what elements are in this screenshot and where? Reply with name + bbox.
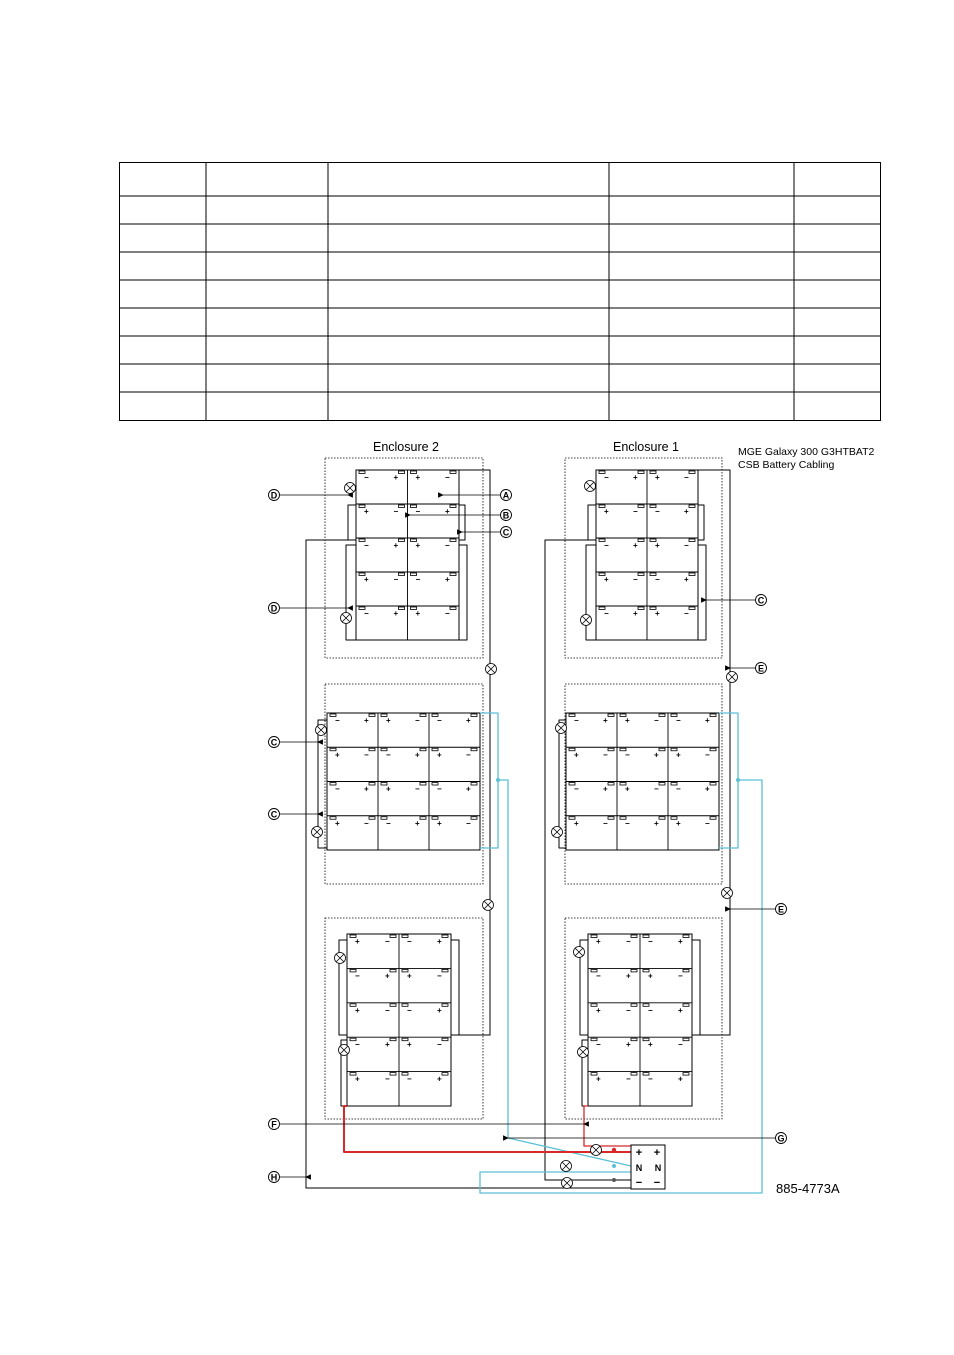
jumper-cable xyxy=(348,505,356,540)
circuit-breaker-symbol xyxy=(727,672,738,683)
callout-letter: E xyxy=(757,663,765,674)
jumper-cable xyxy=(451,940,459,1035)
battery-polarity-sign: + xyxy=(684,507,689,516)
red-positive-cable xyxy=(584,1106,631,1146)
battery-polarity-sign: + xyxy=(655,609,660,618)
battery-polarity-sign: − xyxy=(676,784,681,794)
callout-letter: C xyxy=(502,527,510,538)
battery-polarity-sign: − xyxy=(648,1074,653,1084)
cyan-cable-junction xyxy=(736,778,740,782)
battery-polarity-sign: − xyxy=(386,818,391,828)
battery-polarity-sign: + xyxy=(386,716,391,725)
battery-polarity-sign: − xyxy=(655,507,660,516)
battery-terminal xyxy=(659,748,665,751)
callout-e xyxy=(730,663,767,674)
callout-letter: G xyxy=(777,1133,785,1144)
callout-h xyxy=(269,1172,307,1183)
callout-c xyxy=(269,737,319,748)
diagram-caption-line-1: MGE Galaxy 300 G3HTBAT2 xyxy=(738,446,875,458)
breaker-plus-right: + xyxy=(653,1147,661,1159)
battery-polarity-sign: − xyxy=(364,609,369,618)
battery-polarity-sign: − xyxy=(364,750,369,760)
battery-polarity-sign: − xyxy=(437,716,442,725)
battery-polarity-sign: + xyxy=(633,473,638,482)
battery-polarity-sign: − xyxy=(654,716,659,725)
battery-polarity-sign: − xyxy=(335,716,340,725)
battery-terminal xyxy=(450,539,456,542)
battery-terminal xyxy=(442,969,448,972)
battery-polarity-sign: + xyxy=(648,971,653,981)
battery-polarity-sign: − xyxy=(364,541,369,550)
battery-polarity-sign: − xyxy=(386,750,391,760)
battery-polarity-sign: − xyxy=(385,1005,390,1015)
battery-polarity-sign: + xyxy=(393,609,399,618)
battery-polarity-sign: + xyxy=(678,937,683,946)
battery-polarity-sign: + xyxy=(415,609,421,618)
battery-polarity-sign: + xyxy=(466,716,471,725)
battery-polarity-sign: − xyxy=(437,784,442,794)
battery-polarity-sign: − xyxy=(676,716,681,725)
battery-terminal xyxy=(710,714,716,717)
battery-terminal xyxy=(683,1038,689,1041)
battery-terminal xyxy=(399,607,405,610)
battery-terminal xyxy=(390,1038,396,1041)
battery-terminal xyxy=(390,969,396,972)
battery-polarity-sign: − xyxy=(415,784,420,794)
battery-polarity-sign: − xyxy=(415,716,420,725)
red-positive-cable xyxy=(344,1106,631,1152)
battery-bank-enc1-bottom xyxy=(588,934,692,1106)
battery-terminal xyxy=(631,1004,637,1007)
battery-terminal xyxy=(442,1038,448,1041)
battery-polarity-sign: − xyxy=(648,1005,653,1015)
callout-letter: C xyxy=(270,737,278,748)
battery-polarity-sign: − xyxy=(437,971,442,981)
battery-terminal xyxy=(659,817,665,820)
battery-polarity-sign: + xyxy=(437,750,442,760)
battery-polarity-sign: − xyxy=(407,1005,412,1015)
jumper-cable xyxy=(692,940,700,1035)
battery-terminal xyxy=(471,817,477,820)
callout-letter: A xyxy=(502,490,510,501)
battery-terminal xyxy=(689,505,695,508)
callout-d xyxy=(269,490,349,501)
battery-terminal xyxy=(689,607,695,610)
battery-terminal xyxy=(442,935,448,938)
battery-polarity-sign: + xyxy=(364,784,369,794)
callout-f xyxy=(269,1119,585,1130)
battery-terminal xyxy=(710,748,716,751)
enclosures-layer xyxy=(325,458,722,1119)
battery-polarity-sign: + xyxy=(596,937,601,946)
battery-terminal xyxy=(689,471,695,474)
battery-terminal xyxy=(638,607,644,610)
battery-polarity-sign: + xyxy=(437,937,442,946)
battery-polarity-sign: − xyxy=(633,507,638,516)
battery-terminal xyxy=(450,573,456,576)
battery-terminal xyxy=(710,817,716,820)
circuit-breaker-symbol xyxy=(486,664,497,675)
battery-polarity-sign: − xyxy=(654,784,659,794)
callout-e xyxy=(730,904,787,915)
battery-polarity-sign: + xyxy=(676,750,681,760)
battery-polarity-sign: + xyxy=(625,716,630,725)
battery-polarity-sign: + xyxy=(437,1005,442,1015)
circuit-breaker-symbol xyxy=(578,1047,589,1058)
battery-polarity-sign: + xyxy=(364,716,369,725)
battery-terminal xyxy=(450,607,456,610)
battery-polarity-sign: − xyxy=(385,1074,390,1084)
battery-polarity-sign: + xyxy=(393,473,399,482)
battery-terminal xyxy=(659,783,665,786)
battery-polarity-sign: − xyxy=(604,609,609,618)
battery-terminal xyxy=(683,969,689,972)
battery-polarity-sign: − xyxy=(626,1005,631,1015)
battery-polarity-sign: − xyxy=(684,473,689,482)
battery-polarity-sign: + xyxy=(407,1040,412,1050)
dc-breaker-block xyxy=(631,1145,665,1189)
breaker-n-right: N xyxy=(654,1163,662,1173)
battery-terminal xyxy=(683,1004,689,1007)
battery-terminal xyxy=(631,969,637,972)
battery-terminal xyxy=(442,1004,448,1007)
circuit-breaker-symbol xyxy=(339,1045,350,1056)
battery-polarity-sign: − xyxy=(445,473,450,482)
battery-polarity-sign: − xyxy=(574,716,579,725)
spec-table xyxy=(119,162,881,421)
battery-polarity-sign: + xyxy=(574,818,579,828)
callout-letter: E xyxy=(777,904,785,915)
callout-letter: D xyxy=(270,603,278,614)
battery-polarity-sign: − xyxy=(437,1040,442,1050)
circuit-breaker-symbol xyxy=(561,1161,572,1172)
battery-polarity-sign: + xyxy=(355,1005,360,1015)
battery-terminal xyxy=(608,817,614,820)
circuit-breaker-symbol xyxy=(552,827,563,838)
circuit-breaker-symbol xyxy=(722,888,733,899)
callout-g xyxy=(508,1133,787,1144)
battery-terminal xyxy=(608,748,614,751)
battery-polarity-sign: + xyxy=(335,750,340,760)
battery-terminal xyxy=(638,471,644,474)
battery-terminal xyxy=(420,748,426,751)
jumper-cable xyxy=(459,545,467,640)
battery-polarity-sign: − xyxy=(633,575,638,584)
callout-c xyxy=(462,527,512,538)
circuit-breaker-symbol xyxy=(574,947,585,958)
battery-polarity-sign: − xyxy=(655,575,660,584)
enclosure-1-label: Enclosure 1 xyxy=(612,440,680,454)
battery-polarity-sign: − xyxy=(705,818,710,828)
callout-letter: D xyxy=(270,490,278,501)
battery-polarity-sign: − xyxy=(445,541,450,550)
battery-polarity-sign: + xyxy=(415,473,421,482)
circuit-breaker-symbol xyxy=(335,953,346,964)
battery-terminal xyxy=(420,783,426,786)
battery-polarity-sign: + xyxy=(355,1074,360,1084)
battery-polarity-sign: + xyxy=(393,541,399,550)
callout-letter: C xyxy=(757,595,765,606)
battery-polarity-sign: + xyxy=(603,716,608,725)
battery-polarity-sign: − xyxy=(407,937,412,946)
battery-terminal xyxy=(631,1073,637,1076)
battery-polarity-sign: − xyxy=(466,818,471,828)
battery-bank-enc2-bottom xyxy=(347,934,451,1106)
jumper-cable xyxy=(698,505,704,540)
battery-polarity-sign: + xyxy=(705,716,710,725)
battery-polarity-sign: + xyxy=(684,575,689,584)
battery-terminal xyxy=(390,935,396,938)
battery-polarity-sign: + xyxy=(655,541,660,550)
battery-terminal xyxy=(638,573,644,576)
battery-polarity-sign: + xyxy=(648,1040,653,1050)
battery-polarity-sign: + xyxy=(626,971,631,981)
battery-terminal xyxy=(399,471,405,474)
circuit-breaker-symbol xyxy=(341,613,352,624)
battery-polarity-sign: − xyxy=(355,971,360,981)
battery-polarity-sign: − xyxy=(466,750,471,760)
battery-polarity-sign: + xyxy=(385,971,390,981)
battery-polarity-sign: + xyxy=(603,784,608,794)
battery-polarity-sign: − xyxy=(596,1040,601,1050)
battery-polarity-sign: + xyxy=(437,1074,442,1084)
red-cable-junction xyxy=(612,1148,616,1152)
jumper-cable xyxy=(459,505,465,540)
battery-polarity-sign: + xyxy=(625,784,630,794)
battery-terminal xyxy=(399,539,405,542)
enclosure-2-label: Enclosure 2 xyxy=(372,440,440,454)
breaker-minus-left: − xyxy=(635,1177,643,1189)
battery-polarity-sign: − xyxy=(625,750,630,760)
battery-polarity-sign: − xyxy=(684,609,689,618)
battery-terminal xyxy=(689,539,695,542)
circuit-breaker-symbol xyxy=(312,827,323,838)
battery-polarity-sign: − xyxy=(407,1074,412,1084)
battery-terminal xyxy=(608,783,614,786)
battery-polarity-sign: + xyxy=(445,507,450,516)
callout-letter: C xyxy=(270,809,278,820)
battery-polarity-sign: − xyxy=(364,473,369,482)
battery-terminal xyxy=(450,471,456,474)
battery-polarity-sign: + xyxy=(466,784,471,794)
battery-terminal xyxy=(471,748,477,751)
battery-polarity-sign: + xyxy=(574,750,579,760)
circuit-breaker-symbol xyxy=(483,900,494,911)
callout-letter: B xyxy=(502,510,510,521)
battery-terminal xyxy=(399,505,405,508)
cyan-cable-junction xyxy=(612,1164,616,1168)
battery-polarity-sign: + xyxy=(415,750,420,760)
breaker-plus-left: + xyxy=(635,1147,643,1159)
battery-polarity-sign: + xyxy=(415,818,420,828)
battery-polarity-sign: + xyxy=(604,575,609,584)
battery-polarity-sign: + xyxy=(596,1074,601,1084)
battery-polarity-sign: + xyxy=(385,1040,390,1050)
battery-polarity-sign: + xyxy=(364,507,369,516)
battery-terminal xyxy=(683,1073,689,1076)
battery-polarity-sign: + xyxy=(437,818,442,828)
jumper-cable xyxy=(586,545,596,640)
battery-polarity-sign: − xyxy=(364,818,369,828)
battery-polarity-sign: + xyxy=(407,971,412,981)
breaker-minus-right: − xyxy=(653,1177,661,1189)
battery-polarity-sign: + xyxy=(604,507,609,516)
battery-polarity-sign: + xyxy=(633,609,638,618)
table-border xyxy=(120,163,881,421)
battery-polarity-sign: + xyxy=(626,1040,631,1050)
circuit-breaker-symbol xyxy=(581,615,592,626)
battery-polarity-sign: + xyxy=(678,1074,683,1084)
callout-c xyxy=(269,809,319,820)
battery-polarity-sign: + xyxy=(596,1005,601,1015)
circuit-breaker-symbol xyxy=(556,723,567,734)
diagram-caption-line-2: CSB Battery Cabling xyxy=(738,459,835,471)
battery-terminal xyxy=(689,573,695,576)
jumper-cable xyxy=(698,545,706,640)
circuit-breaker-symbol xyxy=(316,725,327,736)
battery-polarity-sign: − xyxy=(385,937,390,946)
jumper-cable xyxy=(346,545,356,640)
battery-terminal xyxy=(420,714,426,717)
battery-polarity-sign: − xyxy=(415,575,421,584)
battery-polarity-sign: + xyxy=(655,473,660,482)
battery-polarity-sign: − xyxy=(626,1074,631,1084)
battery-polarity-sign: + xyxy=(415,541,421,550)
battery-polarity-sign: + xyxy=(676,818,681,828)
battery-terminal xyxy=(683,935,689,938)
battery-polarity-sign: − xyxy=(603,818,608,828)
battery-terminal xyxy=(608,714,614,717)
battery-bank-enc2-middle xyxy=(327,713,480,850)
callout-letter: F xyxy=(271,1119,277,1130)
battery-polarity-sign: − xyxy=(603,750,608,760)
battery-terminal xyxy=(420,817,426,820)
battery-polarity-sign: + xyxy=(364,575,369,584)
battery-bank-enc2-top xyxy=(356,470,459,640)
battery-polarity-sign: − xyxy=(393,507,399,516)
battery-polarity-sign: − xyxy=(604,473,609,482)
battery-polarity-sign: − xyxy=(445,609,450,618)
breaker-n-left: N xyxy=(635,1163,643,1173)
callout-letter: H xyxy=(270,1172,278,1183)
battery-terminal xyxy=(369,783,375,786)
jumper-cable xyxy=(588,505,596,540)
battery-terminal xyxy=(369,714,375,717)
battery-terminal xyxy=(710,783,716,786)
battery-polarity-sign: + xyxy=(678,1005,683,1015)
battery-polarity-sign: + xyxy=(445,575,450,584)
battery-terminal xyxy=(369,748,375,751)
battery-polarity-sign: − xyxy=(678,1040,683,1050)
cyan-cable-junction xyxy=(496,778,500,782)
battery-polarity-sign: − xyxy=(648,937,653,946)
battery-terminal xyxy=(638,505,644,508)
battery-polarity-sign: + xyxy=(386,784,391,794)
battery-polarity-sign: + xyxy=(654,750,659,760)
circuit-breaker-symbol xyxy=(562,1178,573,1189)
battery-polarity-sign: − xyxy=(596,971,601,981)
battery-terminal xyxy=(399,573,405,576)
battery-terminal xyxy=(450,505,456,508)
battery-polarity-sign: − xyxy=(705,750,710,760)
battery-terminal xyxy=(390,1073,396,1076)
battery-polarity-sign: + xyxy=(335,818,340,828)
battery-polarity-sign: + xyxy=(705,784,710,794)
circuit-breaker-symbol xyxy=(591,1145,602,1156)
battery-polarity-sign: − xyxy=(335,784,340,794)
callout-c xyxy=(706,595,767,606)
battery-polarity-sign: − xyxy=(355,1040,360,1050)
battery-terminal xyxy=(369,817,375,820)
circuit-breaker-symbol xyxy=(345,483,356,494)
battery-terminal xyxy=(659,714,665,717)
battery-polarity-sign: − xyxy=(626,937,631,946)
battery-polarity-sign: + xyxy=(633,541,638,550)
battery-polarity-sign: − xyxy=(415,507,421,516)
callout-d xyxy=(269,603,349,614)
battery-terminal xyxy=(471,783,477,786)
battery-polarity-sign: − xyxy=(684,541,689,550)
circuit-breaker-symbol xyxy=(585,481,596,492)
gray-cable-junction xyxy=(612,1178,616,1182)
battery-polarity-sign: − xyxy=(678,971,683,981)
battery-terminal xyxy=(442,1073,448,1076)
battery-polarity-sign: − xyxy=(625,818,630,828)
battery-polarity-sign: − xyxy=(393,575,399,584)
battery-terminal xyxy=(471,714,477,717)
battery-terminal xyxy=(638,539,644,542)
battery-polarity-sign: + xyxy=(654,818,659,828)
battery-bank-enc1-top xyxy=(596,470,698,640)
battery-terminal xyxy=(631,1038,637,1041)
battery-terminal xyxy=(631,935,637,938)
drawing-number: 885-4773A xyxy=(776,1181,840,1196)
battery-polarity-sign: − xyxy=(574,784,579,794)
battery-terminal xyxy=(390,1004,396,1007)
battery-polarity-sign: − xyxy=(604,541,609,550)
battery-polarity-sign: + xyxy=(355,937,360,946)
battery-bank-enc1-middle xyxy=(566,713,719,850)
